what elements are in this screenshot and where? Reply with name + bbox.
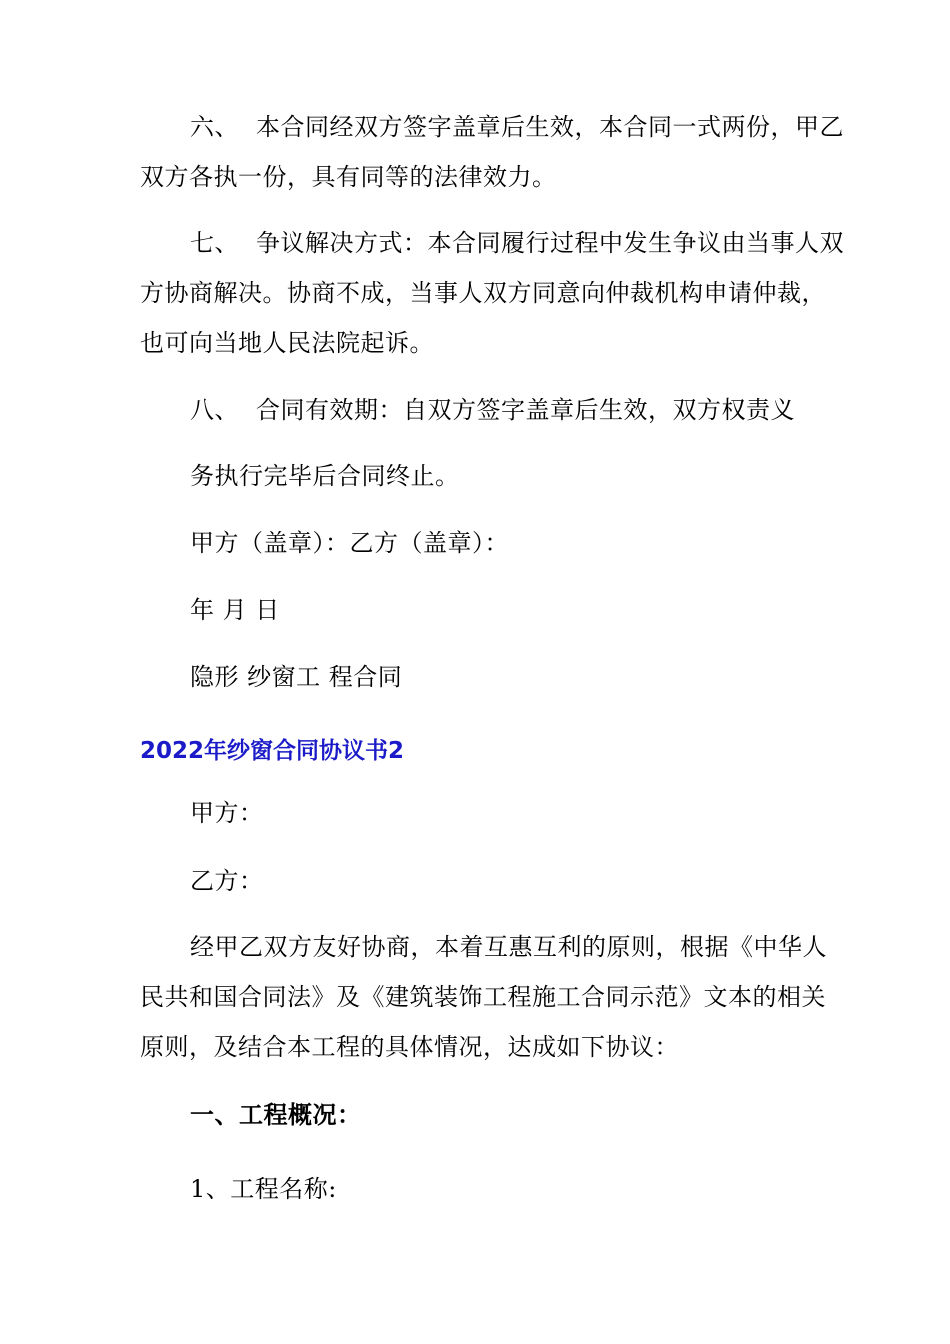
- intro-line-2: 民共和国合同法》及《建筑装饰工程施工合同示范》文本的相关: [140, 983, 826, 1011]
- item-8-line-2: 务执行完毕后合同终止。: [190, 462, 460, 490]
- item-6-line-2: 双方各执一份，具有同等的法律效力。: [140, 163, 557, 191]
- item-6-number: 六、: [190, 113, 239, 141]
- item-1-project-name: 1、工程名称:: [190, 1175, 337, 1203]
- intro-line-1: 经甲乙双方友好协商，本着互惠互利的原则，根据《中华人: [190, 933, 827, 961]
- subheading-project-overview: 一、工程概况：: [190, 1101, 362, 1129]
- intro-line-3: 原则，及结合本工程的具体情况，达成如下协议：: [140, 1033, 679, 1061]
- item-6-text: 本合同经双方签字盖章后生效，本合同一式两份，甲乙: [256, 113, 844, 141]
- item-8-text: 合同有效期：自双方签字盖章后生效，双方权责义: [256, 396, 795, 424]
- seal-line: 甲方（盖章）：乙方（盖章）：: [190, 529, 509, 557]
- footer-line: 隐形 纱窗工 程合同: [190, 663, 403, 691]
- item-8-number: 八、: [190, 396, 239, 424]
- party-a-label: 甲方：: [190, 799, 264, 827]
- party-b-label: 乙方：: [190, 867, 264, 895]
- item-8-line-1: [190, 395, 795, 425]
- item-7-line-3: 也可向当地人民法院起诉。: [140, 329, 434, 357]
- item-7-number: 七、: [190, 229, 239, 257]
- item-7-line-1: [190, 228, 844, 258]
- section-title: 2022年纱窗合同协议书2: [140, 738, 405, 764]
- date-line: 年 月 日: [190, 596, 280, 624]
- item-7-line-2: 方协商解决。协商不成，当事人双方同意向仲裁机构申请仲裁，: [140, 279, 826, 307]
- item-6-line-1: [190, 112, 844, 142]
- item-7-text: 争议解决方式：本合同履行过程中发生争议由当事人双: [256, 229, 844, 257]
